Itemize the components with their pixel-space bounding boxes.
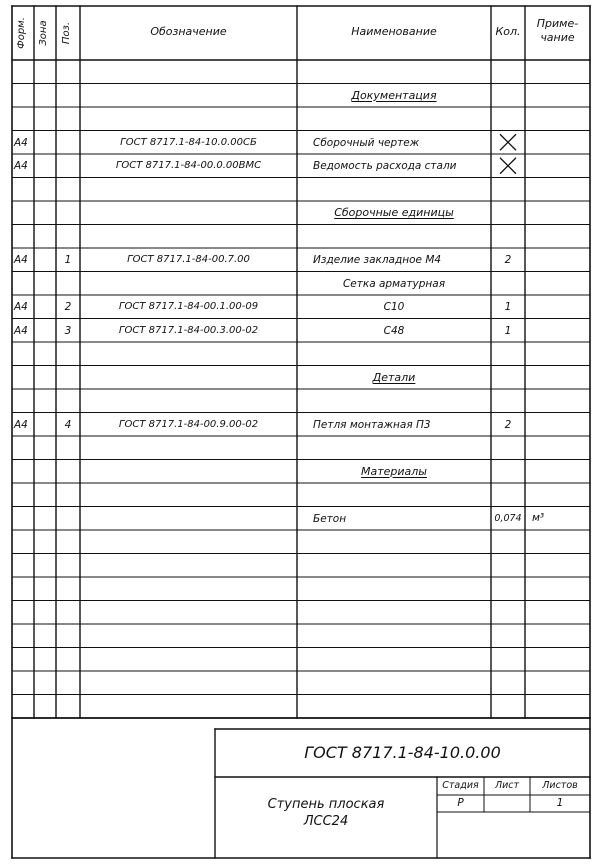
header-qty: Кол.: [495, 25, 521, 38]
cell-name: Бетон: [313, 512, 347, 525]
cell-position: 3: [64, 324, 72, 337]
sheets-value: 1: [556, 797, 564, 809]
document-title: Ступень плоская: [267, 797, 385, 812]
section-heading: Детали: [372, 370, 416, 384]
cell-note: м³: [532, 511, 545, 524]
section-heading: Документация: [351, 88, 437, 102]
cell-quantity: 0,074: [494, 512, 522, 524]
cell-designation: ГОСТ 8717.1-84-00.1.00-09: [118, 301, 259, 312]
cell-name: С48: [383, 324, 405, 337]
cell-format: А4: [14, 324, 28, 337]
cell-designation: ГОСТ 8717.1-84-00.9.00-02: [118, 418, 259, 430]
stage-value: Р: [457, 797, 464, 809]
cell-position: 4: [64, 418, 72, 431]
document-subtitle: ЛСС24: [303, 814, 349, 829]
cell-quantity: 1: [504, 324, 512, 337]
header-format: Форм.: [16, 17, 27, 49]
stage-label: Стадия: [442, 780, 479, 791]
cell-designation: ГОСТ 8717.1-84-00.0.00ВМС: [115, 160, 262, 171]
cell-name: Изделие закладное М4: [313, 254, 442, 266]
cell-name: С10: [383, 301, 405, 313]
sheets-label: Листов: [542, 780, 578, 791]
quantity-cross-mark: [500, 134, 516, 150]
cell-designation: ГОСТ 8717.1-84-10.0.00СБ: [120, 136, 257, 148]
document-code: ГОСТ 8717.1-84-10.0.00: [304, 743, 501, 762]
header-note: чание: [540, 31, 575, 44]
cell-format: А4: [14, 301, 28, 313]
cell-designation: ГОСТ 8717.1-84-00.3.00-02: [118, 324, 259, 336]
cell-name: Сетка арматурная: [342, 277, 446, 290]
header-pos: Поз.: [61, 21, 72, 45]
cell-format: А4: [14, 418, 28, 431]
cell-position: 2: [64, 301, 72, 313]
cell-format: А4: [14, 254, 28, 266]
cell-designation: ГОСТ 8717.1-84-00.7.00: [127, 254, 250, 265]
cell-quantity: 1: [504, 301, 512, 313]
quantity-cross-mark: [500, 158, 516, 174]
header-note: Приме-: [536, 17, 579, 30]
sheet-label: Лист: [494, 780, 520, 791]
cell-format: А4: [14, 136, 28, 149]
cell-quantity: 2: [504, 254, 512, 266]
cell-name: Сборочный чертеж: [313, 136, 420, 149]
section-heading: Сборочные единицы: [334, 206, 454, 219]
cell-name: Петля монтажная П3: [313, 418, 431, 431]
header-name: Наименование: [351, 25, 437, 38]
cell-format: А4: [14, 160, 28, 172]
section-heading: Материалы: [361, 464, 427, 478]
cell-position: 1: [64, 254, 72, 266]
cell-name: Ведомость расхода стали: [313, 160, 457, 172]
header-designation: Обозначение: [150, 25, 227, 38]
cell-quantity: 2: [504, 418, 512, 431]
header-zone: Зона: [38, 20, 49, 46]
